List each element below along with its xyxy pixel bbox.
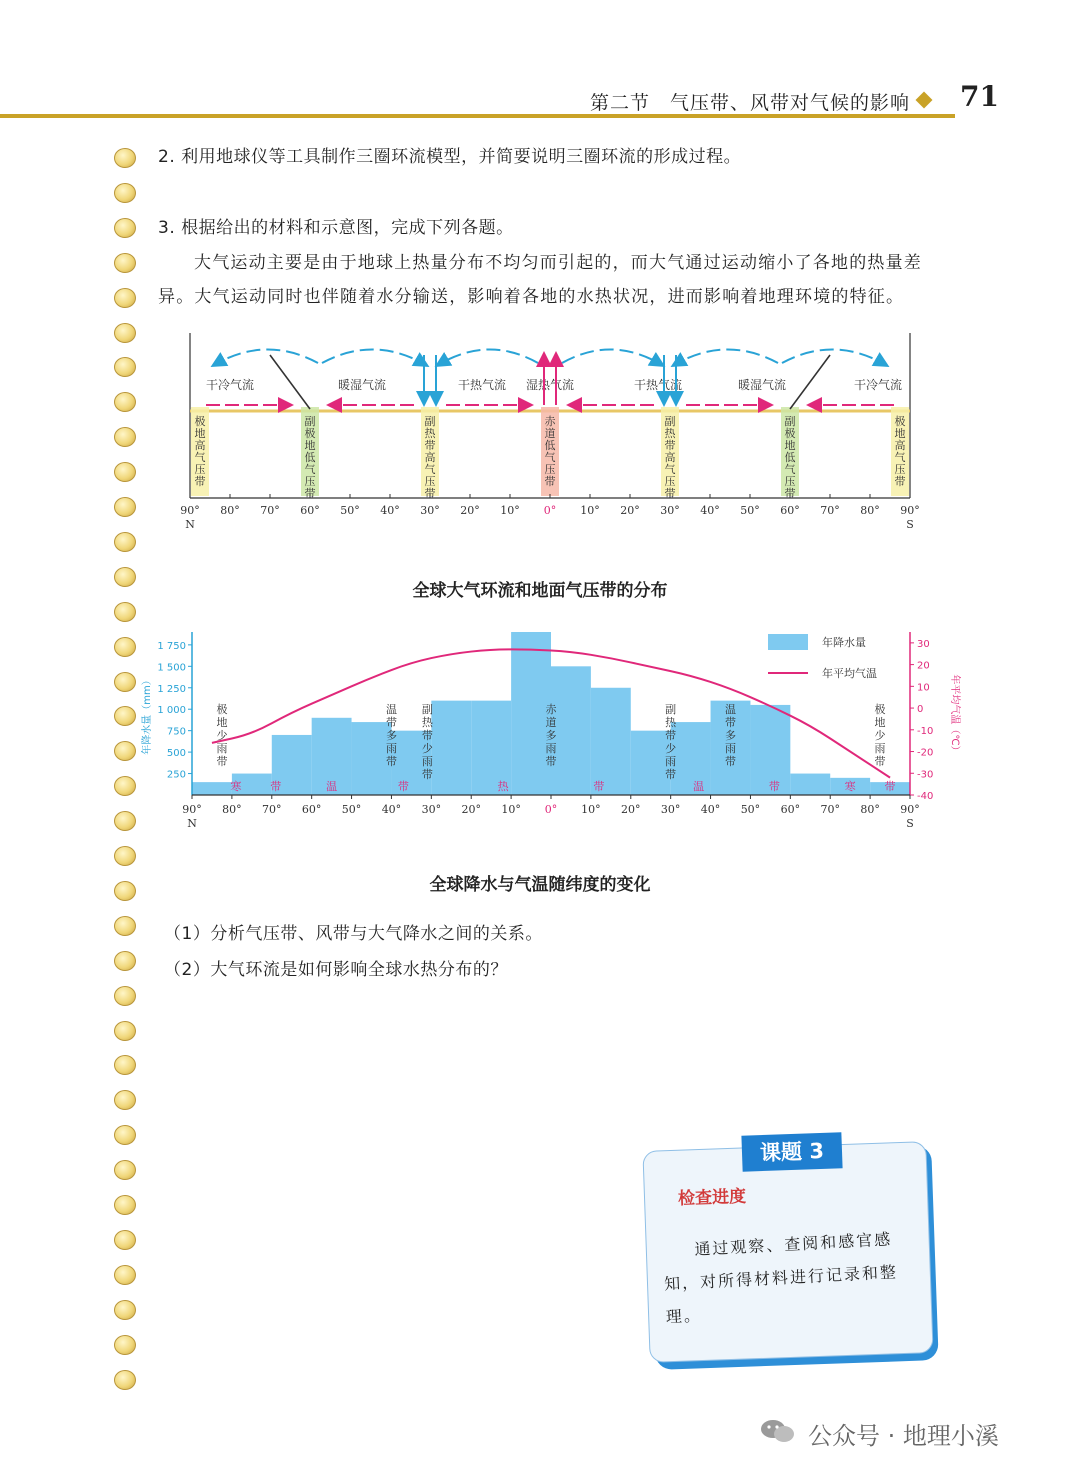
tick-label: 70°	[820, 504, 840, 517]
tick-label: 20°	[461, 803, 481, 816]
left-tick-label: 1 250	[157, 683, 186, 695]
binder-ring	[114, 986, 136, 1006]
legend-precip-label: 年降水量	[822, 636, 866, 649]
left-tick-label: 1 500	[157, 662, 186, 674]
right-tick-label: -30	[917, 769, 934, 781]
binder-ring	[114, 1195, 136, 1215]
upper-airflow-arrow	[562, 349, 662, 365]
airflow-label: 干热气流	[457, 378, 507, 392]
tick-label: 80°	[860, 504, 880, 517]
tick-label: 60°	[780, 504, 800, 517]
binder-ring	[114, 357, 136, 377]
front-line	[790, 355, 830, 409]
climate-zone-label: 寒	[844, 780, 856, 793]
section-title: 第二节 气压带、风带对气候的影响	[589, 92, 910, 114]
sub-question-2: （2）大气环流是如何影响全球水热分布的？	[164, 960, 508, 980]
binder-ring	[114, 1125, 136, 1145]
binder-ring	[114, 951, 136, 971]
precip-bar	[790, 774, 830, 795]
binder-ring	[114, 532, 136, 552]
right-tick-label: 30	[917, 638, 930, 650]
pressure-belt-label: 副极地低气压带	[784, 415, 796, 500]
binder-ring	[114, 1370, 136, 1390]
tick-label: 30°	[660, 803, 681, 816]
precip-belt-label: 副热带少雨带	[421, 703, 433, 781]
climate-zone-label: 带	[593, 780, 605, 793]
binder-ring	[114, 741, 136, 761]
binder-ring	[114, 392, 136, 412]
upper-airflow-arrow	[674, 349, 778, 365]
watermark-text: 公众号 · 地理小溪	[808, 1422, 999, 1450]
front-line	[270, 355, 310, 409]
legend-precip-swatch	[768, 634, 808, 650]
climate-zone-label: 温	[693, 780, 705, 793]
airflow-label: 暖湿气流	[737, 378, 787, 392]
question-3: 3. 根据给出的材料和示意图，完成下列各题。	[158, 218, 514, 238]
material-paragraph: 大气运动主要是由于地球上热量分布不均匀而引起的，而大气通过运动缩小了各地的热量差异。大气运动同时也伴随着水分输送，影响着各地的水热状况，进而影响着地理环境的特征。	[158, 253, 922, 307]
binder-ring	[114, 916, 136, 936]
tick-label: 10°	[580, 504, 600, 517]
left-tick-label: 1 000	[157, 705, 186, 717]
card-tab: 课题 3	[741, 1132, 842, 1171]
tick-label: 20°	[620, 504, 640, 517]
tick-label: 30°	[420, 504, 440, 517]
precip-belt-label: 温带多雨带	[385, 703, 397, 768]
south-label: S	[906, 817, 914, 830]
tick-label: 70°	[260, 504, 280, 517]
y-left-label: 年降水量（mm）	[142, 675, 153, 755]
climate-zone-label: 温	[326, 780, 338, 793]
tick-label: 10°	[501, 803, 521, 816]
tick-label: 90°	[900, 803, 920, 816]
binder-ring	[114, 323, 136, 343]
tick-label: 60°	[300, 504, 320, 517]
tick-label: 50°	[340, 504, 360, 517]
precip-belt-label: 温带多雨带	[725, 703, 736, 768]
binder-ring	[114, 1055, 136, 1075]
tick-label: 50°	[341, 803, 362, 816]
binder-ring	[114, 253, 136, 273]
wechat-icon	[760, 1418, 796, 1444]
upper-airflow-arrow	[438, 349, 538, 365]
diamond-icon	[916, 92, 933, 109]
binder-ring	[114, 1335, 136, 1355]
climate-zone-label: 热	[497, 780, 509, 793]
pressure-belt-label: 极地高气压带	[194, 415, 206, 488]
binder-ring	[114, 427, 136, 447]
binder-ring	[114, 811, 136, 831]
precip-bar	[192, 782, 232, 795]
precip-bar	[551, 666, 591, 795]
tick-label: 40°	[381, 803, 402, 816]
figure1-caption: 全球大气环流和地面气压带的分布	[412, 581, 668, 601]
precip-belt-label: 赤道多雨带	[545, 703, 557, 768]
tick-label: 80°	[222, 803, 242, 816]
tick-label: 30°	[421, 803, 442, 816]
upper-airflow-arrow	[214, 349, 318, 365]
binder-ring	[114, 218, 136, 238]
y-right-label: 年平均气温（℃）	[949, 674, 960, 756]
binder-ring	[114, 288, 136, 308]
right-tick-label: 20	[917, 660, 930, 672]
tick-label: 70°	[262, 803, 282, 816]
precip-belt-label: 极地少雨带	[874, 703, 886, 768]
pressure-belt-label: 副热带高气压带	[424, 415, 436, 500]
airflow-label: 湿热气流	[525, 378, 575, 392]
precip-belt-label: 副热带少雨带	[665, 703, 677, 781]
binder-ring	[114, 846, 136, 866]
question-2: 2. 利用地球仪等工具制作三圈环流模型，并简要说明三圈环流的形成过程。	[158, 147, 742, 167]
tick-label: 80°	[860, 803, 880, 816]
climate-zone-label: 带	[397, 780, 409, 793]
tick-label: 20°	[460, 504, 480, 517]
binder-ring	[114, 148, 136, 168]
right-tick-label: -40	[917, 791, 934, 802]
binder-ring	[114, 602, 136, 622]
tick-label: 50°	[740, 803, 761, 816]
left-tick-label: 1 750	[157, 640, 186, 652]
pressure-belt-label: 赤道低气压带	[544, 415, 556, 488]
binder-ring	[114, 1090, 136, 1110]
binder-ring	[114, 1300, 136, 1320]
precip-bar	[431, 701, 471, 795]
airflow-label: 干冷气流	[853, 378, 903, 392]
left-tick-label: 750	[166, 726, 186, 738]
tick-label: 60°	[780, 803, 801, 816]
airflow-label: 干热气流	[633, 378, 683, 392]
card-heading: 检查进度	[677, 1186, 747, 1210]
tick-label: 90°	[900, 504, 920, 517]
binder-ring	[114, 1230, 136, 1250]
tick-label: 80°	[220, 504, 240, 517]
precip-bar	[591, 688, 631, 795]
north-label: N	[187, 817, 197, 830]
sub-question-1: （1）分析气压带、风带与大气降水之间的关系。	[164, 924, 543, 944]
pressure-belt-label: 副热带高气压带	[664, 415, 676, 500]
binder-ring	[114, 672, 136, 692]
left-tick-label: 250	[166, 769, 186, 781]
pressure-belt-label: 副极地低气压带	[304, 415, 316, 500]
precip-bar	[671, 722, 711, 795]
north-label: N	[185, 518, 195, 531]
tick-label: 20°	[621, 803, 641, 816]
tick-label: 40°	[380, 504, 400, 517]
circulation-diagram	[150, 318, 930, 538]
page-number: 71	[960, 80, 999, 113]
tick-label: 0°	[544, 803, 558, 816]
card-body: 通过观察、查阅和感官感知，对所得材料进行记录和整理。	[663, 1229, 899, 1327]
climate-zone-label: 寒	[230, 780, 242, 793]
binder-ring	[114, 183, 136, 203]
south-label: S	[906, 518, 914, 531]
tick-label: 30°	[660, 504, 680, 517]
left-tick-label: 500	[166, 748, 186, 760]
tick-label: 40°	[700, 504, 720, 517]
right-tick-label: -10	[917, 725, 934, 737]
figure2-caption: 全球降水与气温随纬度的变化	[429, 875, 651, 895]
right-tick-label: -20	[917, 747, 934, 759]
binder-ring	[114, 1160, 136, 1180]
precip-temp-chart	[140, 620, 970, 840]
binder-ring	[114, 706, 136, 726]
header-rule	[0, 114, 955, 118]
climate-zone-label: 带	[270, 780, 282, 793]
tick-label: 90°	[180, 504, 200, 517]
binder-ring	[114, 497, 136, 517]
legend-temp-label: 年平均气温	[822, 667, 877, 680]
tick-label: 50°	[740, 504, 760, 517]
upper-airflow-arrow	[322, 349, 426, 365]
tick-label: 10°	[581, 803, 601, 816]
precip-belt-label: 极地少雨带	[216, 703, 228, 768]
upper-airflow-arrow	[782, 349, 886, 365]
tick-label: 60°	[301, 803, 322, 816]
tick-label: 70°	[820, 803, 840, 816]
climate-zone-label: 带	[884, 780, 896, 793]
pressure-belt-label: 极地高气压带	[894, 415, 906, 488]
climate-zone-label: 带	[768, 780, 780, 793]
right-tick-label: 0	[917, 704, 924, 716]
binder-ring	[114, 1265, 136, 1285]
airflow-label: 暖湿气流	[337, 378, 387, 392]
binder-ring	[114, 1021, 136, 1041]
airflow-label: 干冷气流	[205, 378, 255, 392]
binder-ring	[114, 637, 136, 657]
tick-label: 10°	[500, 504, 520, 517]
tick-label: 40°	[700, 803, 721, 816]
right-tick-label: 10	[917, 682, 930, 694]
tick-label: 90°	[182, 803, 202, 816]
tick-label: 0°	[543, 504, 557, 517]
binder-ring	[114, 462, 136, 482]
binder-ring	[114, 776, 136, 796]
